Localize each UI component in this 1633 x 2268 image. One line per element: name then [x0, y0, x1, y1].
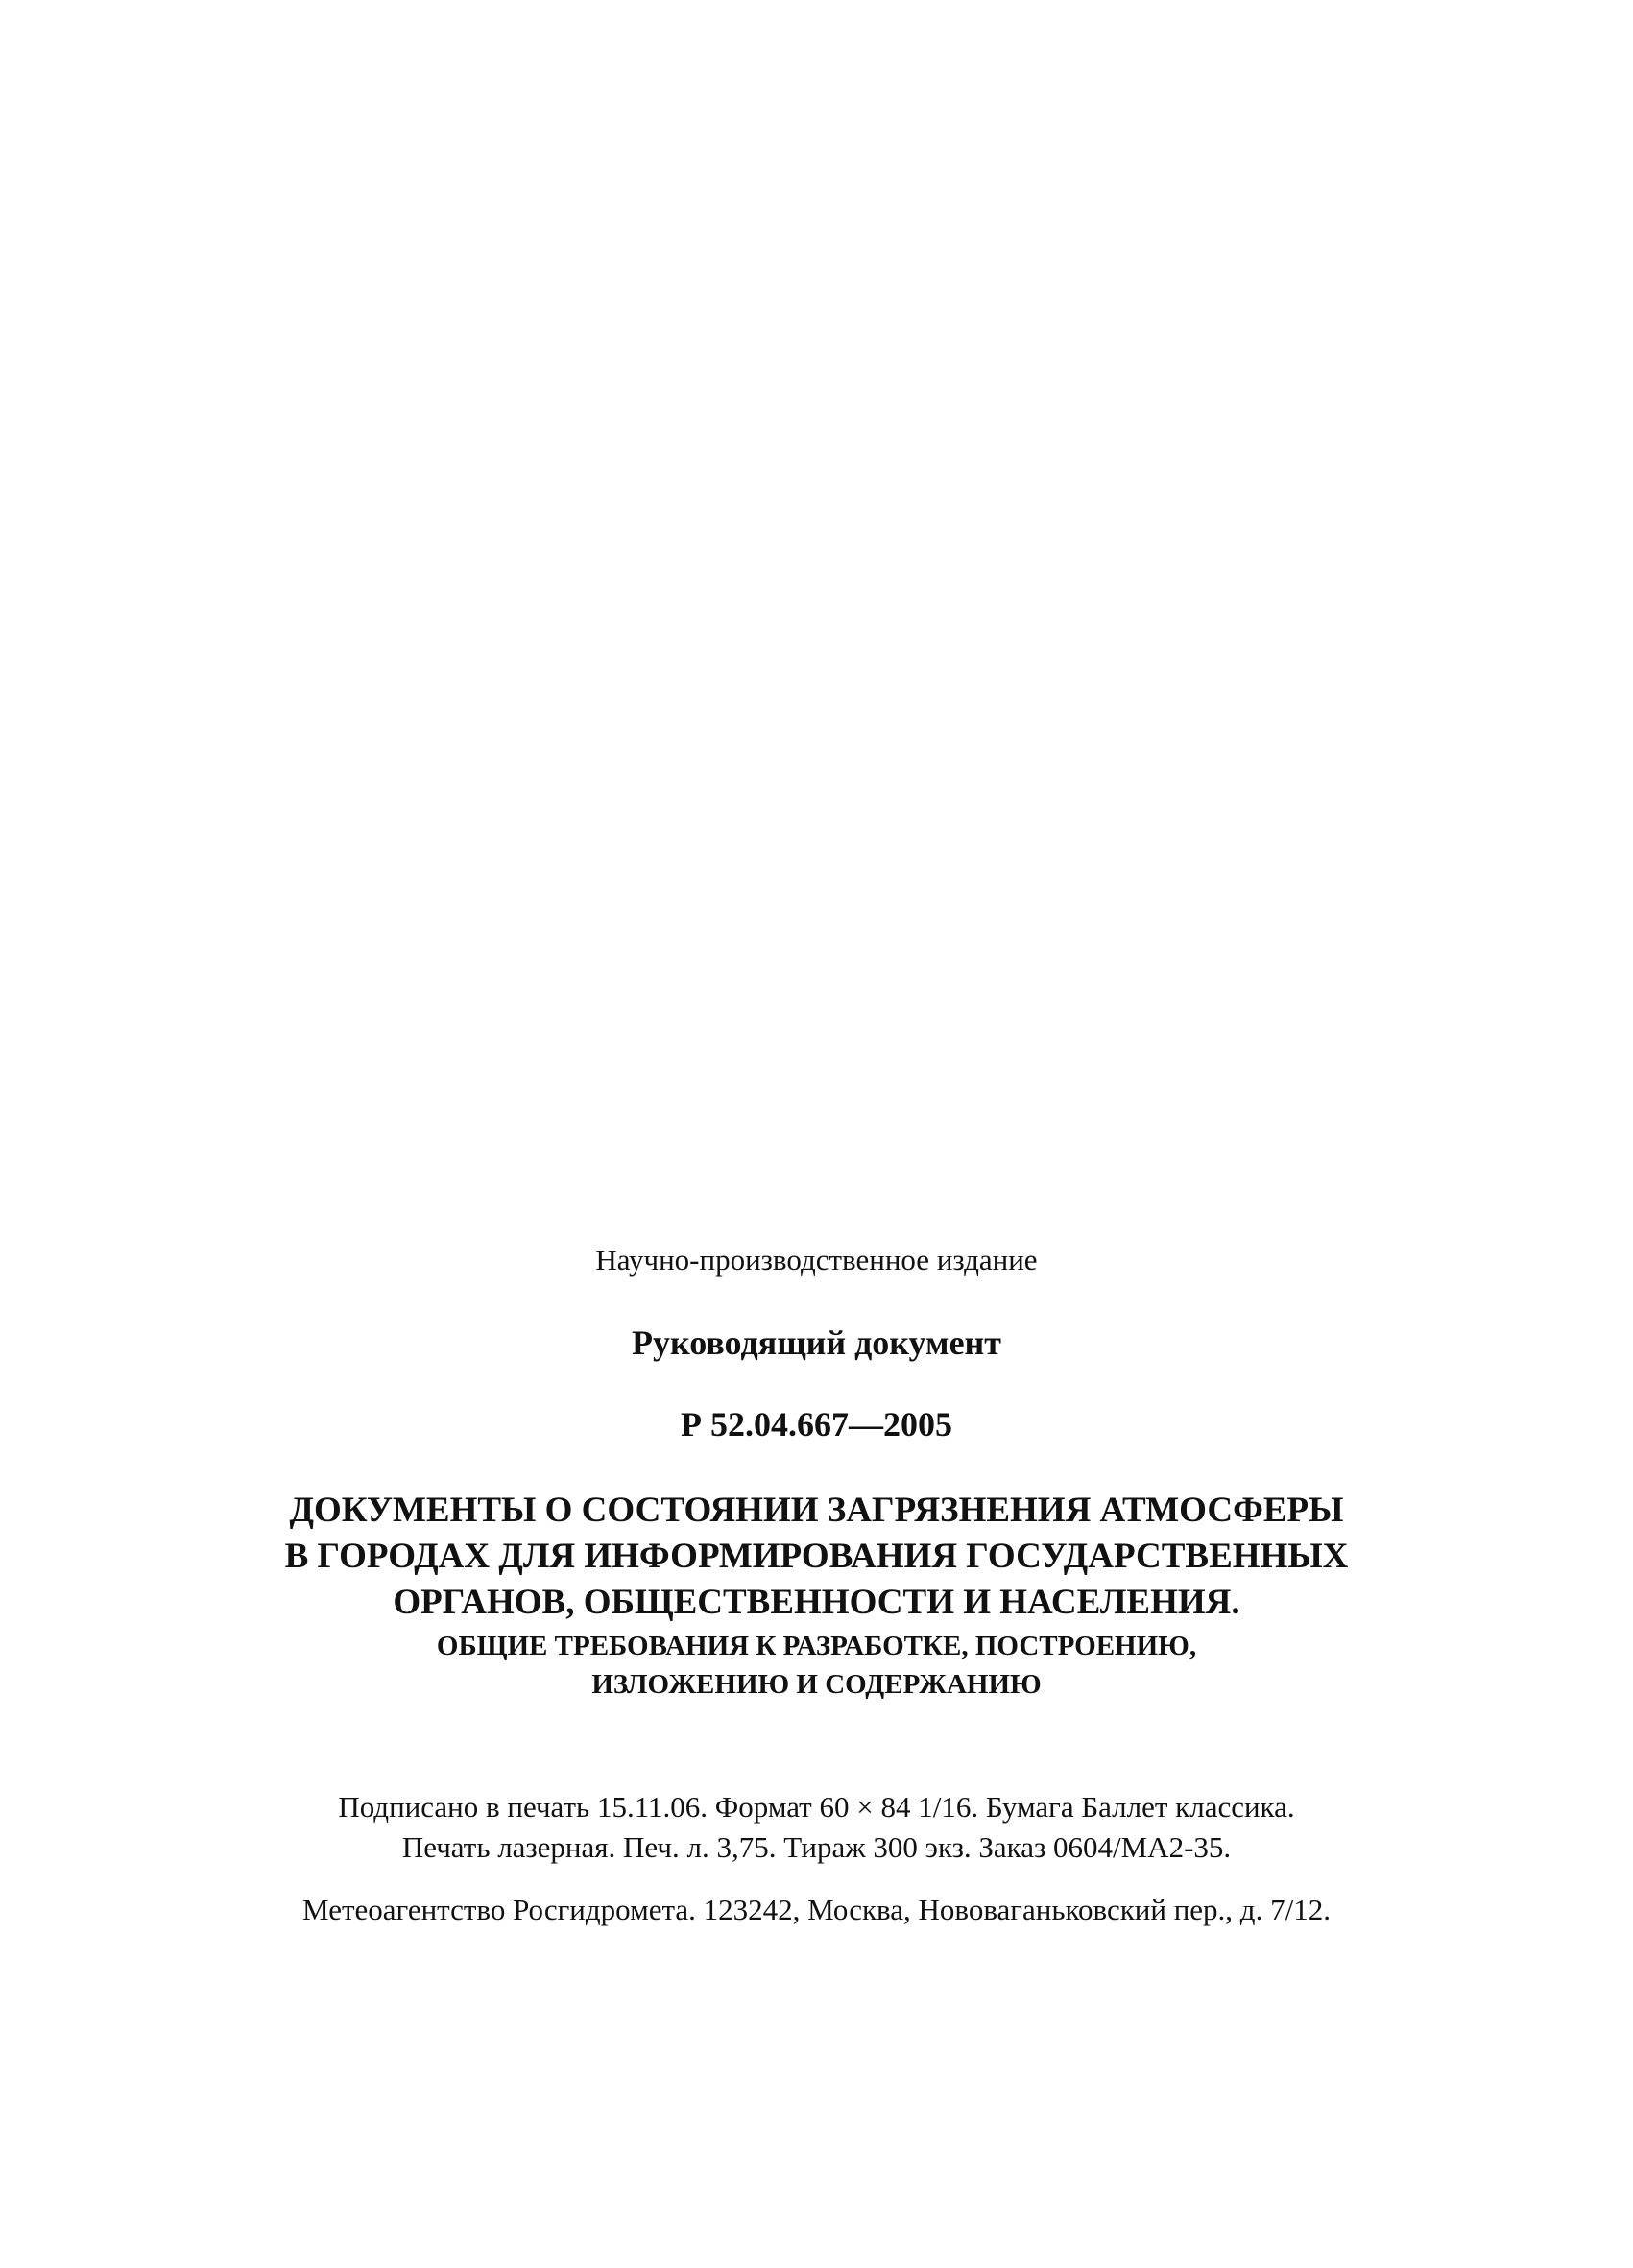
imprint-line: Печать лазерная. Печ. л. 3,75. Тираж 300 экз. Заказ 0604/МА2-35.	[401, 1830, 1232, 1864]
subtitle-line: ИЗЛОЖЕНИЮ И СОДЕРЖАНИЮ	[591, 1669, 1042, 1700]
document-number: Р 52.04.667—2005	[681, 1405, 952, 1444]
title-line: В ГОРОДАХ ДЛЯ ИНФОРМИРОВАНИЯ ГОСУДАРСТВЕННЫХ	[284, 1537, 1349, 1576]
title-line: ОРГАНОВ, ОБЩЕСТВЕННОСТИ И НАСЕЛЕНИЯ.	[393, 1583, 1240, 1622]
title-line: ДОКУМЕНТЫ О СОСТОЯНИИ ЗАГРЯЗНЕНИЯ АТМОСФЕРЫ	[289, 1491, 1344, 1530]
edition-type: Научно-производственное издание	[595, 1243, 1038, 1277]
imprint-line: Подписано в печать 15.11.06. Формат 60 × 84 1/16. Бумага Баллет классика.	[338, 1790, 1295, 1824]
document-title	[0, 1488, 1633, 1626]
print-imprint	[0, 1787, 1633, 1868]
document-subtitle	[0, 1627, 1633, 1704]
document-kind: Руководящий документ	[632, 1324, 1001, 1362]
subtitle-line: ОБЩИЕ ТРЕБОВАНИЯ К РАЗРАБОТКЕ, ПОСТРОЕНИЮ,	[436, 1631, 1197, 1661]
publisher-address: Метеоагентство Росгидромета. 123242, Москва, Нововаганьковский пер., д. 7/12.	[302, 1893, 1331, 1926]
